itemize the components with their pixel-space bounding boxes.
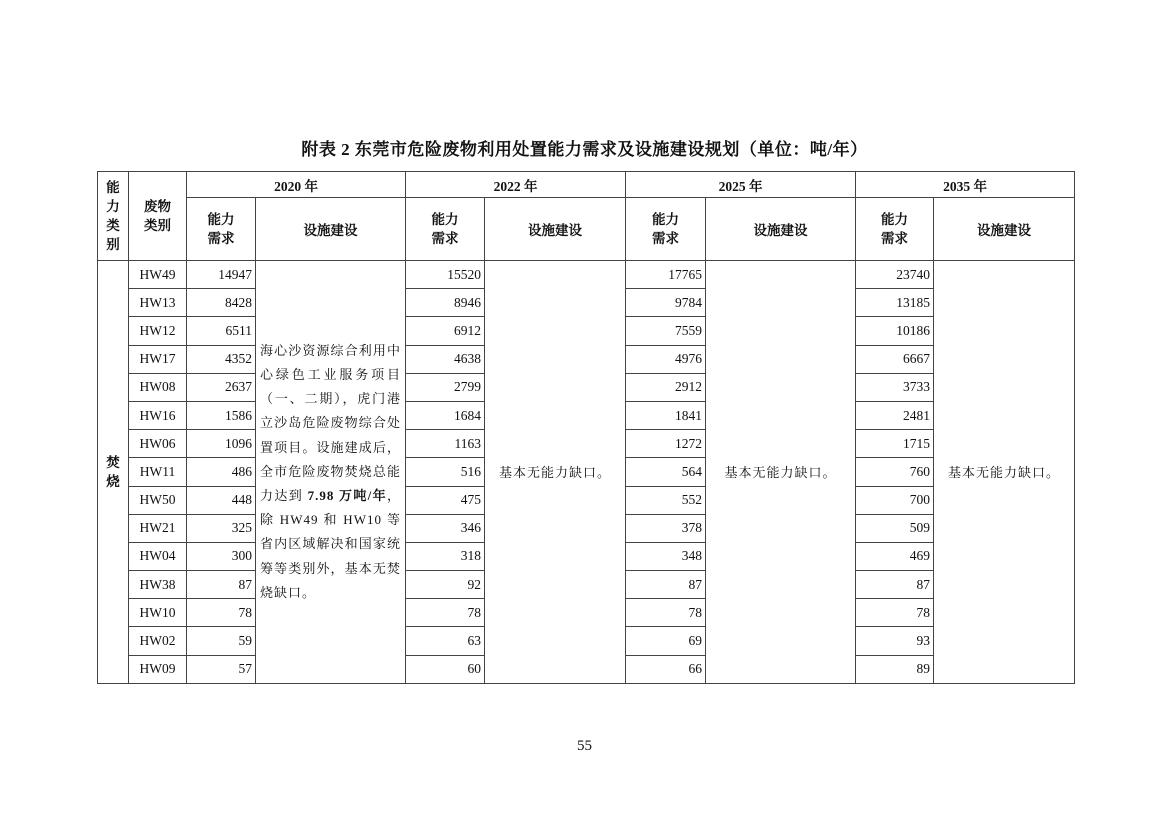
header-demand: 能力需求 [187,198,256,261]
waste-code-cell: HW49 [129,261,187,289]
header-demand: 能力需求 [856,198,934,261]
demand-value-cell: 516 [406,458,485,486]
header-facility: 设施建设 [934,198,1075,261]
waste-code-cell: HW50 [129,486,187,514]
demand-value-cell: 78 [856,599,934,627]
waste-code-cell: HW16 [129,401,187,429]
facility-description: 基本无能力缺口。 [934,261,1075,684]
demand-value-cell: 23740 [856,261,934,289]
demand-value-cell: 475 [406,486,485,514]
demand-value-cell: 4638 [406,345,485,373]
page-number: 55 [577,738,592,754]
demand-value-cell: 2912 [626,373,706,401]
waste-code-cell: HW21 [129,514,187,542]
waste-code-cell: HW02 [129,627,187,655]
demand-value-cell: 564 [626,458,706,486]
demand-value-cell: 4352 [187,345,256,373]
demand-value-cell: 760 [856,458,934,486]
demand-value-cell: 700 [856,486,934,514]
facility-text-segment: 海心沙资源综合利用中心绿色工业服务项目（一、二期），虎门港立沙岛危险废物综合处置项目。设施建成后，全市危险废物焚烧总能力达到 [260,342,401,503]
waste-code-cell: HW17 [129,345,187,373]
demand-value-cell: 346 [406,514,485,542]
waste-code-cell: HW09 [129,655,187,683]
demand-value-cell: 8946 [406,289,485,317]
demand-value-cell: 2481 [856,401,934,429]
demand-value-cell: 1163 [406,430,485,458]
demand-value-cell: 348 [626,542,706,570]
demand-value-cell: 59 [187,627,256,655]
demand-value-cell: 78 [626,599,706,627]
demand-value-cell: 92 [406,571,485,599]
facility-description: 基本无能力缺口。 [485,261,626,684]
header-year-2022: 2022 年 [406,172,626,198]
header-demand: 能力需求 [626,198,706,261]
document-title: 附表 2 东莞市危险废物利用处置能力需求及设施建设规划（单位：吨/年） [301,140,868,159]
demand-value-cell: 1586 [187,401,256,429]
demand-value-cell: 6511 [187,317,256,345]
header-year-2025: 2025 年 [626,172,856,198]
demand-value-cell: 78 [187,599,256,627]
waste-code-cell: HW13 [129,289,187,317]
demand-value-cell: 10186 [856,317,934,345]
waste-code-cell: HW10 [129,599,187,627]
demand-value-cell: 1715 [856,430,934,458]
demand-value-cell: 14947 [187,261,256,289]
demand-value-cell: 87 [187,571,256,599]
header-capability-category: 能力类别 [98,172,129,261]
demand-value-cell: 378 [626,514,706,542]
facility-text-segment: ，除 HW49 和 HW10 等省内区域解决和国家统筹等类别外，基本无焚烧缺口。 [260,488,401,600]
demand-value-cell: 486 [187,458,256,486]
demand-value-cell: 89 [856,655,934,683]
demand-value-cell: 60 [406,655,485,683]
demand-value-cell: 2799 [406,373,485,401]
header-facility: 设施建设 [485,198,626,261]
waste-code-cell: HW06 [129,430,187,458]
facility-description-2020 [256,261,406,684]
demand-value-cell: 300 [187,542,256,570]
demand-value-cell: 325 [187,514,256,542]
waste-code-cell: HW11 [129,458,187,486]
capability-category-label: 焚烧 [106,454,120,489]
header-year-2035: 2035 年 [856,172,1075,198]
demand-value-cell: 57 [187,655,256,683]
demand-value-cell: 93 [856,627,934,655]
demand-value-cell: 63 [406,627,485,655]
demand-value-cell: 1272 [626,430,706,458]
demand-value-cell: 8428 [187,289,256,317]
demand-value-cell: 69 [626,627,706,655]
demand-value-cell: 6912 [406,317,485,345]
demand-value-cell: 78 [406,599,485,627]
table-row [98,261,1075,289]
demand-value-cell: 1096 [187,430,256,458]
capability-category-cell [98,261,129,684]
header-year-2020: 2020 年 [187,172,406,198]
demand-value-cell: 318 [406,542,485,570]
demand-value-cell: 9784 [626,289,706,317]
demand-value-cell: 1684 [406,401,485,429]
capacity-plan-table [97,171,1075,684]
waste-code-cell: HW38 [129,571,187,599]
waste-code-cell: HW12 [129,317,187,345]
demand-value-cell: 17765 [626,261,706,289]
demand-value-cell: 552 [626,486,706,514]
demand-value-cell: 509 [856,514,934,542]
demand-value-cell: 87 [856,571,934,599]
demand-value-cell: 1841 [626,401,706,429]
header-demand: 能力需求 [406,198,485,261]
demand-value-cell: 4976 [626,345,706,373]
header-waste-category: 废物类别 [129,172,187,261]
demand-value-cell: 66 [626,655,706,683]
demand-value-cell: 2637 [187,373,256,401]
header-facility: 设施建设 [256,198,406,261]
demand-value-cell: 3733 [856,373,934,401]
demand-value-cell: 15520 [406,261,485,289]
demand-value-cell: 6667 [856,345,934,373]
waste-code-cell: HW08 [129,373,187,401]
header-facility: 设施建设 [706,198,856,261]
demand-value-cell: 13185 [856,289,934,317]
demand-value-cell: 448 [187,486,256,514]
table-body [98,261,1075,684]
waste-code-cell: HW04 [129,542,187,570]
demand-value-cell: 87 [626,571,706,599]
facility-description: 基本无能力缺口。 [706,261,856,684]
facility-text-segment: 7.98 万吨/年 [307,488,387,503]
demand-value-cell: 7559 [626,317,706,345]
demand-value-cell: 469 [856,542,934,570]
